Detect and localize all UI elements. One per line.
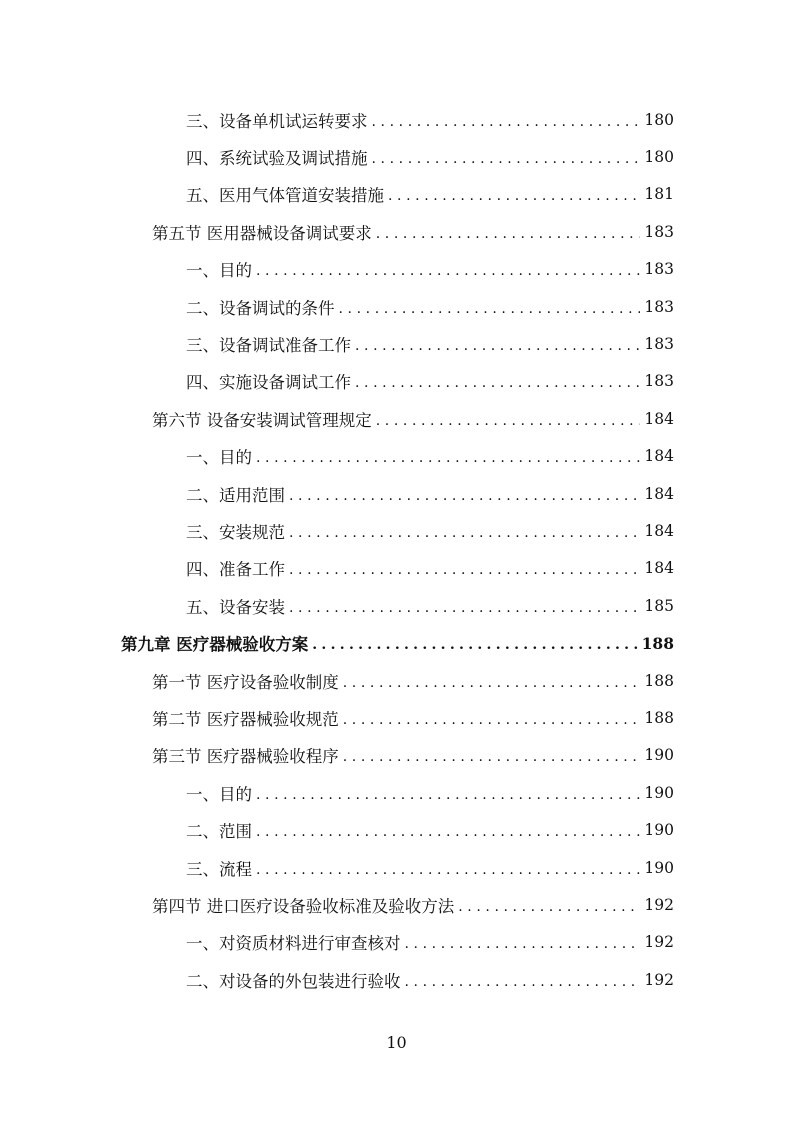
toc-entry[interactable] [0,811,793,848]
toc-leader-dots [343,713,641,727]
toc-leader-dots [256,825,640,839]
toc-entry-title: 三、设备调试准备工作 [186,336,351,356]
toc-entry[interactable] [0,176,793,213]
toc-entry-page: 184 [644,409,674,428]
toc-entry-title: 第四节 进口医疗设备验收标准及验收方法 [152,896,455,916]
toc-entry-page: 192 [644,970,674,989]
toc-entry-title: 一、目的 [186,784,252,804]
toc-entry-page: 184 [644,521,674,540]
toc-entry[interactable] [0,587,793,624]
toc-entry-page: 190 [644,858,674,877]
toc-leader-dots [458,900,640,914]
toc-leader-dots [343,750,641,764]
toc-entry-page: 181 [644,185,674,204]
toc-entry-title: 一、对资质材料进行审查核对 [186,934,401,954]
toc-leader-dots [355,339,640,353]
toc-entry-page: 180 [644,110,674,129]
toc-leader-dots [372,152,641,166]
toc-entry-page: 183 [644,260,674,279]
toc-entry-page: 184 [644,559,674,578]
toc-section-entry[interactable] [0,662,793,699]
toc-entry-title: 四、准备工作 [186,560,285,580]
toc-leader-dots [289,563,640,577]
toc-entry-page: 183 [644,335,674,354]
toc-entry-title: 二、适用范围 [186,485,285,505]
toc-entry-page: 190 [644,746,674,765]
toc-entry-page: 190 [644,783,674,802]
toc-entry-title: 第五节 医用器械设备调试要求 [152,223,372,243]
toc-chapter-entry[interactable] [0,624,793,661]
toc-entry-title: 一、目的 [186,261,252,281]
toc-entry-title: 二、对设备的外包装进行验收 [186,971,401,991]
toc-leader-dots [256,264,640,278]
toc-entry[interactable] [0,924,793,961]
toc-entry-page: 183 [644,222,674,241]
table-of-contents [0,101,793,998]
toc-entry[interactable] [0,363,793,400]
toc-entry[interactable] [0,512,793,549]
toc-leader-dots [372,115,641,129]
toc-entry[interactable] [0,251,793,288]
toc-entry-title: 第一节 医疗设备验收制度 [152,672,339,692]
toc-entry-page: 185 [644,596,674,615]
toc-entry-page: 188 [644,671,674,690]
toc-entry-title: 第三节 医疗器械验收程序 [152,747,339,767]
toc-entry[interactable] [0,961,793,998]
toc-leader-dots [355,376,640,390]
toc-entry[interactable] [0,774,793,811]
toc-leader-dots [289,601,640,615]
toc-entry-page: 184 [644,484,674,503]
toc-leader-dots [405,937,641,951]
toc-entry-title: 第六节 设备安装调试管理规定 [152,410,372,430]
toc-entry-page: 190 [644,821,674,840]
toc-section-entry[interactable] [0,737,793,774]
toc-leader-dots [289,489,640,503]
toc-leader-dots [343,676,641,690]
toc-leader-dots [376,414,641,428]
toc-entry[interactable] [0,550,793,587]
toc-leader-dots [405,975,641,989]
toc-entry-title: 三、安装规范 [186,522,285,542]
toc-entry-page: 184 [644,447,674,466]
toc-section-entry[interactable] [0,213,793,250]
toc-entry-page: 183 [644,372,674,391]
toc-entry-title: 五、设备安装 [186,597,285,617]
toc-entry-title: 三、流程 [186,859,252,879]
toc-section-entry[interactable] [0,400,793,437]
toc-leader-dots [256,863,640,877]
toc-entry-title: 二、范围 [186,822,252,842]
toc-entry[interactable] [0,138,793,175]
toc-entry-title: 四、系统试验及调试措施 [186,149,368,169]
toc-entry[interactable] [0,325,793,362]
toc-entry[interactable] [0,475,793,512]
toc-leader-dots [256,788,640,802]
toc-section-entry[interactable] [0,699,793,736]
toc-entry-page: 188 [644,708,674,727]
toc-entry-page: 188 [641,633,674,653]
toc-leader-dots [289,526,640,540]
toc-leader-dots [312,638,637,652]
toc-leader-dots [339,302,641,316]
toc-entry-title: 四、实施设备调试工作 [186,373,351,393]
toc-entry-page: 180 [644,148,674,167]
toc-entry-title: 五、医用气体管道安装措施 [186,186,384,206]
toc-entry-title: 三、设备单机试运转要求 [186,111,368,131]
toc-leader-dots [256,451,640,465]
toc-entry-title: 第二节 医疗器械验收规范 [152,709,339,729]
toc-leader-dots [376,227,641,241]
toc-entry[interactable] [0,438,793,475]
toc-entry-page: 183 [644,297,674,316]
toc-entry-page: 192 [644,895,674,914]
toc-leader-dots [388,189,640,203]
toc-entry[interactable] [0,101,793,138]
toc-entry-title: 二、设备调试的条件 [186,298,335,318]
toc-entry-page: 192 [644,933,674,952]
toc-entry[interactable] [0,849,793,886]
toc-section-entry[interactable] [0,886,793,923]
toc-entry[interactable] [0,288,793,325]
toc-entry-title: 一、目的 [186,448,252,468]
page-number: 10 [386,1033,407,1052]
toc-entry-title: 第九章 医疗器械验收方案 [121,635,309,655]
